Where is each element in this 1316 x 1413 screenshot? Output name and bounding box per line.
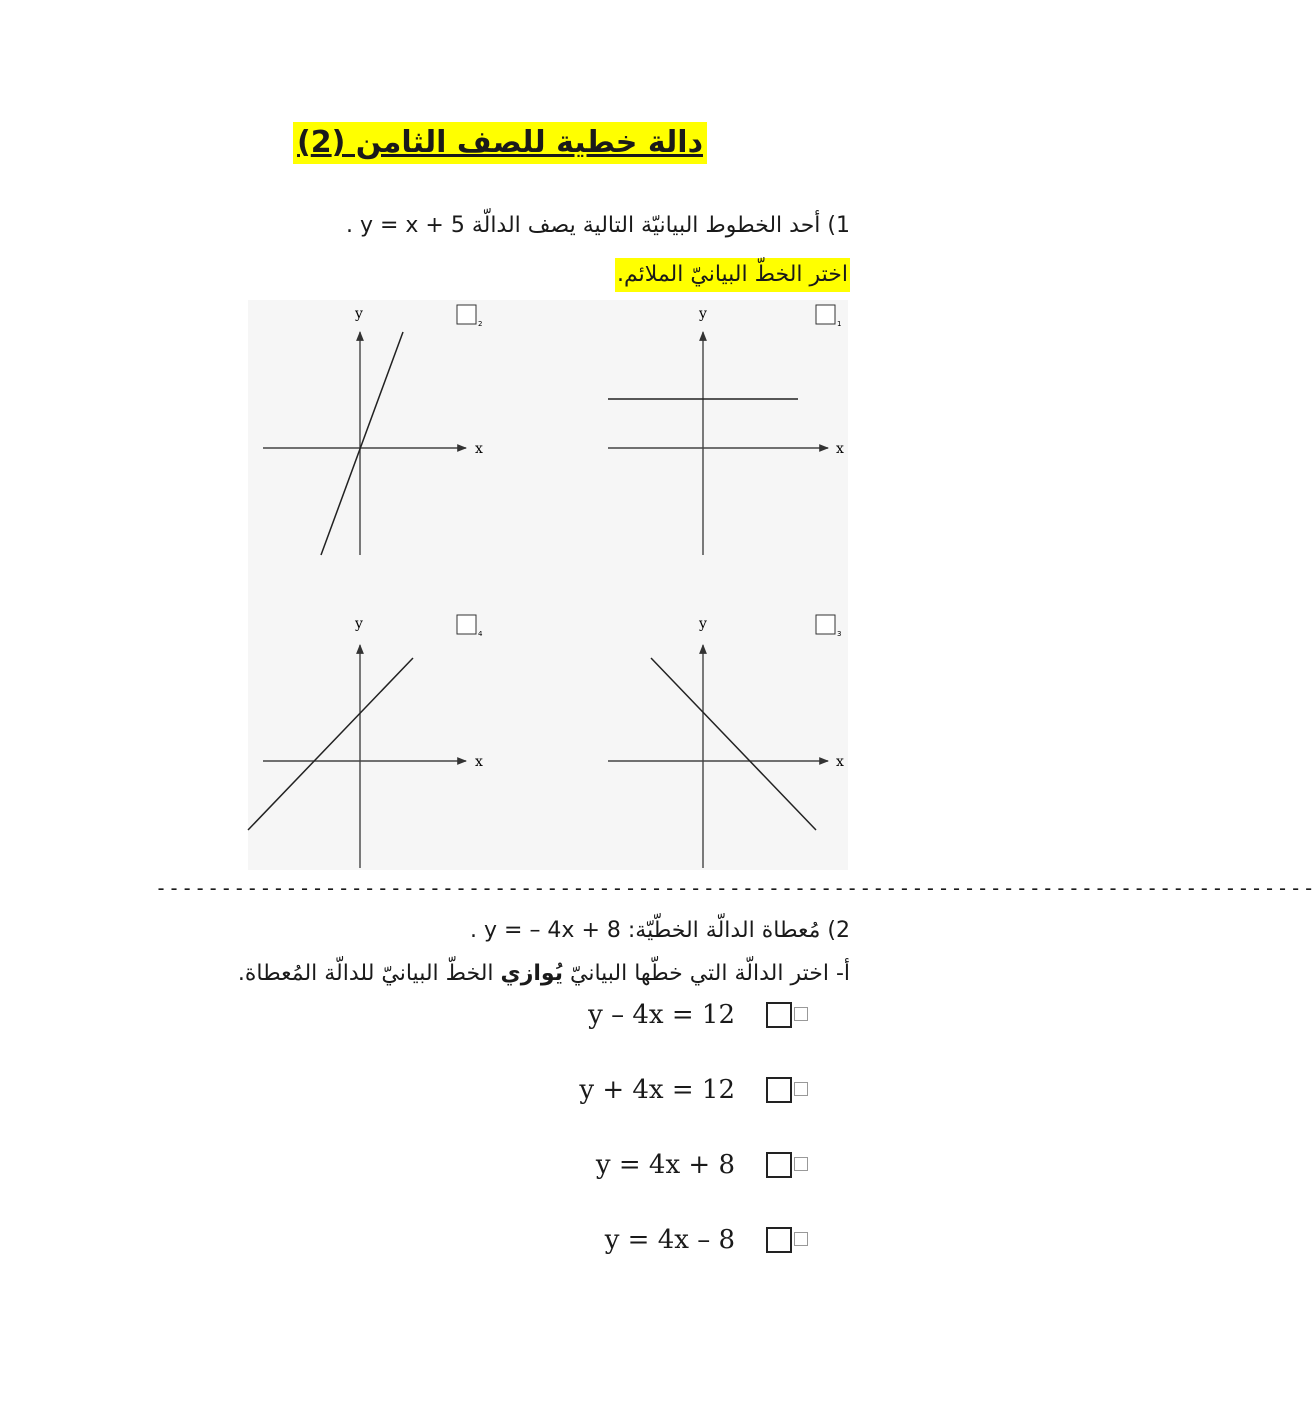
graph-1[interactable] xyxy=(608,305,844,555)
option-checkbox[interactable] xyxy=(766,1077,792,1103)
question-2a-text-end: الخطّ البيانيّ للدالّة المُعطاة. xyxy=(237,961,501,986)
graph-number: 2 xyxy=(478,320,483,328)
title-container xyxy=(0,122,1000,164)
option-checkbox[interactable] xyxy=(766,1152,792,1178)
graph-line xyxy=(321,332,403,555)
question-2a-prompt xyxy=(238,956,850,992)
question-2-prompt: 2) مُعطاة الدالّة الخطّيّة: y = – 4x + 8 . xyxy=(470,918,850,943)
option-2[interactable] xyxy=(560,1070,810,1110)
y-axis-label: y xyxy=(355,616,363,632)
graph-4[interactable] xyxy=(248,615,483,868)
graph-2[interactable] xyxy=(263,305,483,555)
option-equation: y + 4x = 12 xyxy=(579,1075,735,1105)
option-checkbox-small[interactable] xyxy=(794,1232,808,1246)
x-axis-label: x xyxy=(475,441,483,457)
option-3[interactable] xyxy=(560,1145,810,1185)
question-1-instruction: اختر الخطّ البيانيّ الملائم. xyxy=(615,258,850,292)
option-equation: y – 4x = 12 xyxy=(588,1000,735,1030)
x-axis-label: x xyxy=(475,754,483,770)
graph-number: 1 xyxy=(837,320,842,328)
option-1[interactable] xyxy=(560,995,810,1035)
question-1-prompt: 1) أحد الخطوط البيانيّة التالية يصف الدالّة y = x + 5 . xyxy=(345,213,850,238)
y-axis-label: y xyxy=(355,306,363,322)
section-divider: ----------------------------------------------------------------------------------------- xyxy=(155,876,1316,900)
graph-3[interactable] xyxy=(608,615,844,868)
y-axis-label: y xyxy=(699,616,707,632)
question-2a-keyword: يُوازي xyxy=(500,961,563,986)
x-axis-label: x xyxy=(836,441,844,457)
option-checkbox-small[interactable] xyxy=(794,1082,808,1096)
option-checkbox-small[interactable] xyxy=(794,1157,808,1171)
x-axis-label: x xyxy=(836,754,844,770)
option-checkbox-small[interactable] xyxy=(794,1007,808,1021)
graph-number: 4 xyxy=(478,630,483,638)
choice-checkbox[interactable] xyxy=(816,305,835,324)
option-equation: y = 4x + 8 xyxy=(595,1150,735,1180)
y-axis-label: y xyxy=(699,306,707,322)
option-equation: y = 4x – 8 xyxy=(604,1225,735,1255)
graph-line xyxy=(248,658,413,830)
option-checkbox[interactable] xyxy=(766,1227,792,1253)
worksheet-title: دالة خطية للصف الثامن (2) xyxy=(293,122,707,164)
graph-line xyxy=(651,658,816,830)
choice-checkbox[interactable] xyxy=(816,615,835,634)
graphs-svg xyxy=(248,300,848,870)
question-2a-text-start: أ- اختر الدالّة التي خطّها البيانيّ xyxy=(562,961,850,986)
option-4[interactable] xyxy=(560,1220,810,1260)
graphs-panel xyxy=(248,300,848,870)
choice-checkbox[interactable] xyxy=(457,305,476,324)
graph-number: 3 xyxy=(837,630,842,638)
option-checkbox[interactable] xyxy=(766,1002,792,1028)
choice-checkbox[interactable] xyxy=(457,615,476,634)
